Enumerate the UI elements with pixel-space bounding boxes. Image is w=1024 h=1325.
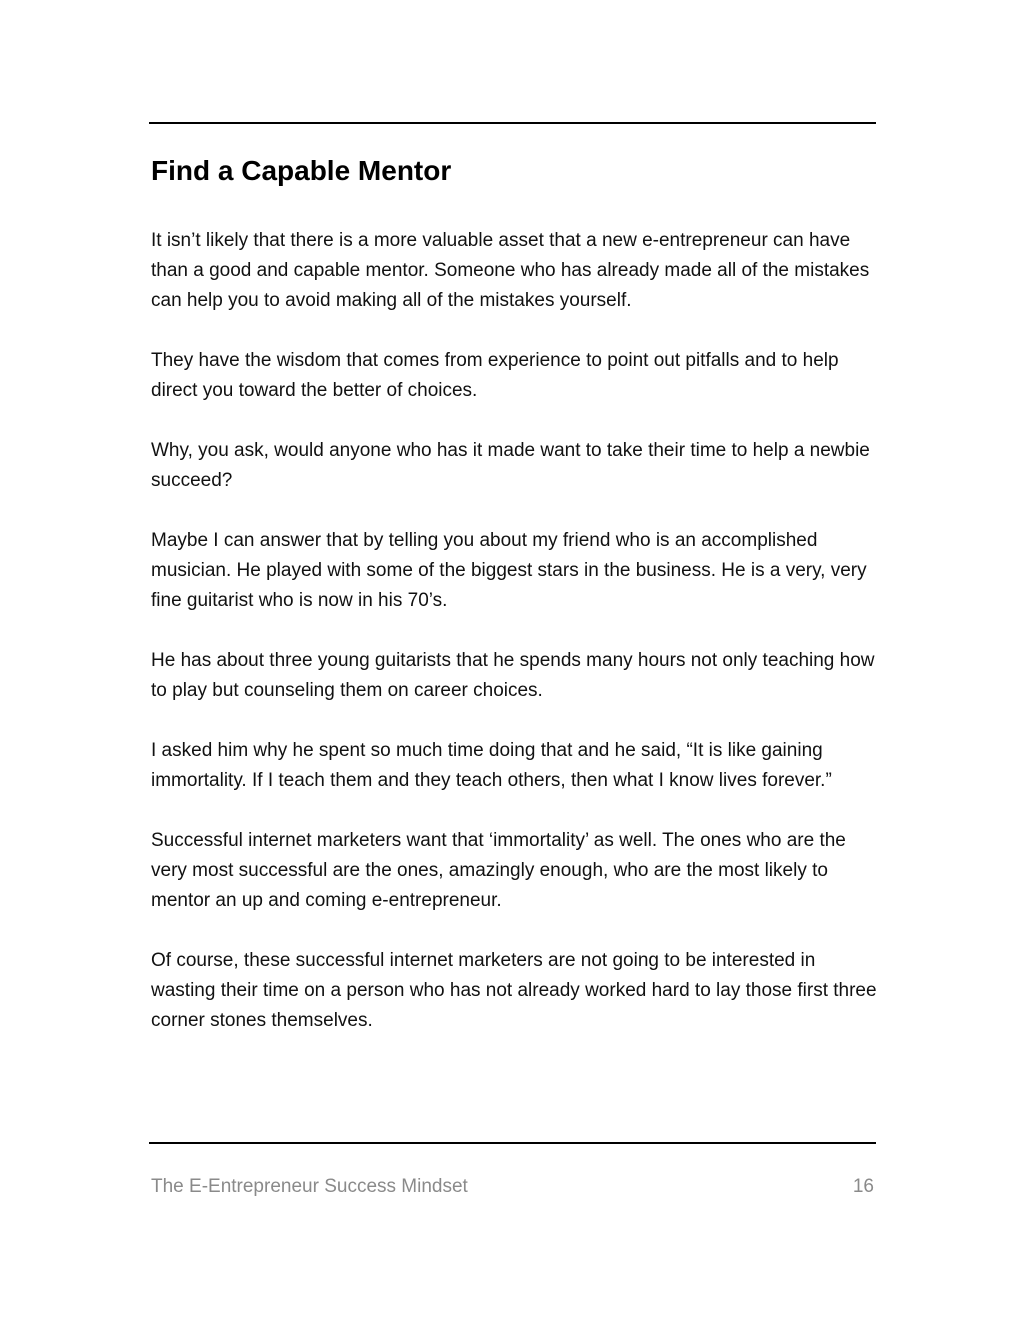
paragraph: Of course, these successful internet marketers are not going to be interested in wasting their time on a person who has not already worked hard to lay those first three corner stones themselves. bbox=[151, 950, 877, 1031]
footer-book-title: The E-Entrepreneur Success Mindset bbox=[151, 1176, 468, 1197]
footer-page-number: 16 bbox=[852, 1176, 874, 1197]
section-body bbox=[151, 226, 881, 1066]
paragraph: He has about three young guitarists that he spends many hours not only teaching how to play but counseling them on career choices. bbox=[151, 650, 875, 701]
paragraph: It isn’t likely that there is a more valuable asset that a new e-entrepreneur can have than a good and capable mentor. Someone who has already made all of the mistakes can help you to avoid making all of the mistakes yourself. bbox=[151, 230, 870, 311]
paragraph: I asked him why he spent so much time doing that and he said, “It is like gaining immortality. If I teach them and they teach others, then what I know lives forever.” bbox=[151, 740, 832, 791]
paragraph: They have the wisdom that comes from experience to point out pitfalls and to help direct you toward the better of choices. bbox=[151, 350, 839, 401]
top-divider bbox=[149, 122, 876, 124]
bottom-divider bbox=[149, 1142, 876, 1144]
paragraph: Maybe I can answer that by telling you about my friend who is an accomplished musician. He played with some of the biggest stars in the business. He is a very, very fine guitarist who is now in his 70’s. bbox=[151, 530, 867, 611]
section-heading: Find a Capable Mentor bbox=[151, 155, 452, 186]
paragraph: Successful internet marketers want that ‘immortality’ as well. The ones who are the very most successful are the ones, amazingly enough, who are the most likely to mentor an up and coming e-entrepreneur. bbox=[151, 830, 846, 911]
paragraph: Why, you ask, would anyone who has it made want to take their time to help a newbie succeed? bbox=[151, 440, 870, 491]
